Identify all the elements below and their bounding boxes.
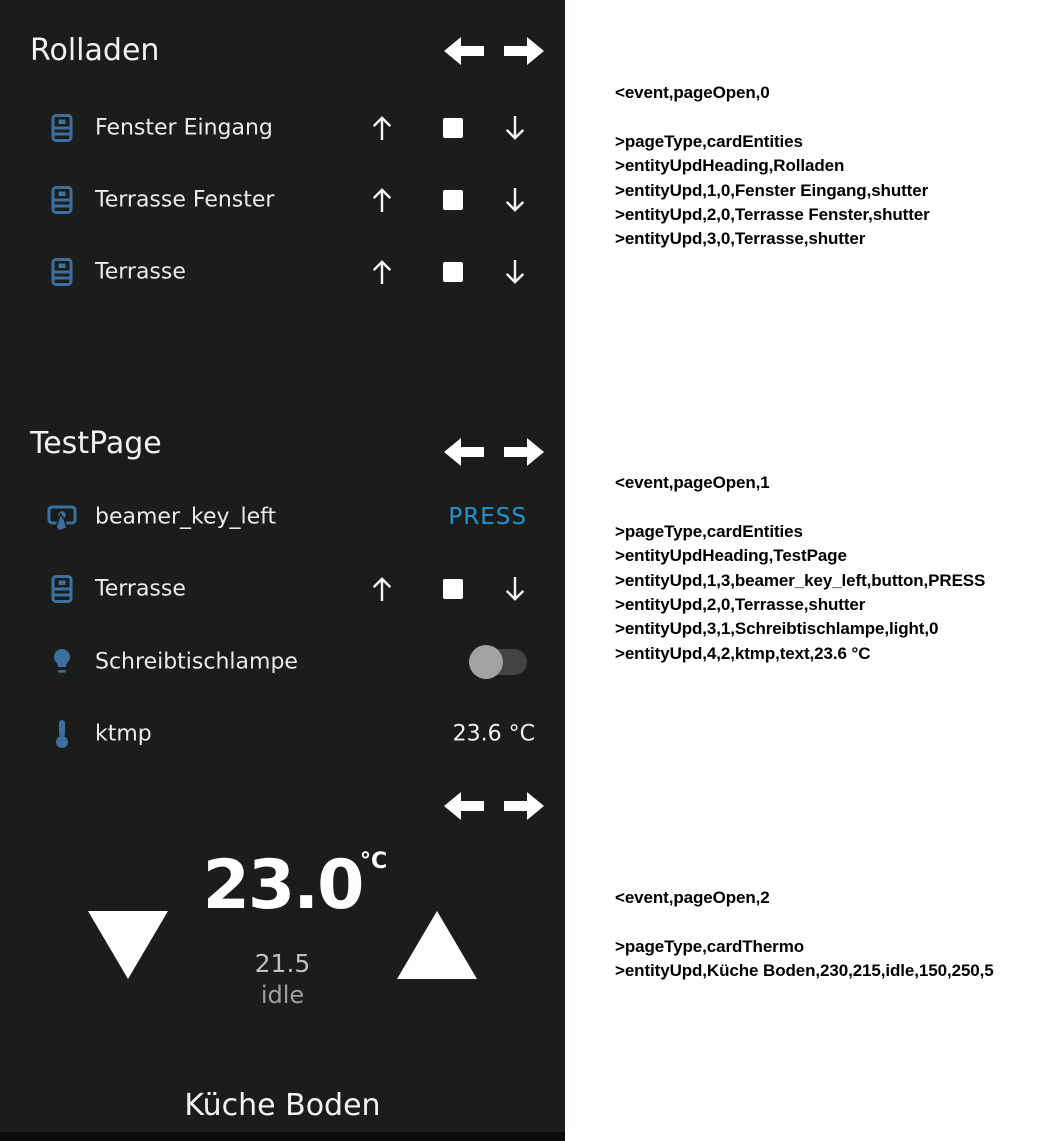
page-prev-button[interactable] — [444, 792, 484, 820]
log-response-line: >entityUpd,2,0,Terrasse Fenster,shutter — [615, 205, 930, 225]
entity-label: beamer_key_left — [95, 504, 277, 530]
arrow-up-icon — [370, 574, 394, 604]
arrow-left-icon — [444, 438, 484, 466]
log-block-page0 — [615, 81, 1043, 252]
entity-label: Fenster Eingang — [95, 115, 273, 141]
shutter-down-button[interactable] — [495, 257, 535, 287]
entity-label: Schreibtischlampe — [95, 649, 298, 675]
stop-square-icon — [443, 579, 463, 599]
temperature-value: 23.6 °C — [452, 721, 535, 747]
log-response-line: >pageType,cardEntities — [615, 521, 803, 541]
log-response-line: >entityUpd,3,0,Terrasse,shutter — [615, 229, 866, 249]
window-shutter-icon — [46, 113, 78, 143]
entity-row-light — [0, 626, 565, 698]
shutter-up-button[interactable] — [362, 185, 402, 215]
entity-row-shutter — [0, 236, 565, 308]
card-heading-rolladen: Rolladen — [30, 33, 160, 68]
stop-square-icon — [443, 262, 463, 282]
shutter-stop-button[interactable] — [433, 118, 473, 138]
arrow-left-icon — [444, 37, 484, 65]
shutter-up-button[interactable] — [362, 257, 402, 287]
page-prev-button[interactable] — [444, 438, 484, 466]
stop-square-icon — [443, 118, 463, 138]
log-response-line: >entityUpd,1,0,Fenster Eingang,shutter — [615, 180, 929, 200]
shutter-stop-button[interactable] — [433, 262, 473, 282]
window-shutter-icon — [46, 574, 78, 604]
entity-label: Terrasse Fenster — [95, 187, 275, 213]
window-shutter-icon — [46, 185, 78, 215]
log-response-line: >entityUpd,Küche Boden,230,215,idle,150,250,5 — [615, 961, 994, 981]
entity-row-button — [0, 481, 565, 553]
temperature-unit: °C — [360, 849, 388, 874]
log-response-line: >entityUpdHeading,TestPage — [615, 546, 847, 566]
arrow-right-icon — [504, 37, 544, 65]
log-event-line: <event,pageOpen,2 — [615, 888, 770, 907]
lightbulb-icon — [46, 647, 78, 677]
log-response-line: >entityUpdHeading,Rolladen — [615, 156, 845, 176]
log-response-line: >entityUpd,1,3,beamer_key_left,button,PRESS — [615, 570, 986, 590]
shutter-down-button[interactable] — [495, 574, 535, 604]
page-next-button[interactable] — [504, 438, 544, 466]
shutter-up-button[interactable] — [362, 574, 402, 604]
arrow-left-icon — [444, 792, 484, 820]
toggle-knob — [469, 645, 503, 679]
log-response-line: >entityUpd,3,1,Schreibtischlampe,light,0 — [615, 619, 939, 639]
target-temperature: 21.5 — [254, 949, 311, 978]
entity-label: Terrasse — [95, 259, 186, 285]
shutter-up-button[interactable] — [362, 113, 402, 143]
current-temperature: 23.0 — [202, 846, 363, 925]
arrow-down-icon — [503, 113, 527, 143]
shutter-stop-button[interactable] — [433, 190, 473, 210]
thermometer-icon — [46, 718, 78, 750]
shutter-down-button[interactable] — [495, 185, 535, 215]
stop-square-icon — [443, 190, 463, 210]
log-response-line: >entityUpd,4,2,ktmp,text,23.6 °C — [615, 643, 871, 663]
hvac-state: idle — [260, 981, 305, 1009]
arrow-down-icon — [503, 185, 527, 215]
arrow-down-icon — [503, 257, 527, 287]
log-response-line: >entityUpd,2,0,Terrasse,shutter — [615, 595, 866, 615]
arrow-up-icon — [370, 113, 394, 143]
shutter-stop-button[interactable] — [433, 579, 473, 599]
card-heading-testpage: TestPage — [30, 426, 162, 461]
light-toggle[interactable] — [469, 645, 527, 679]
entity-label: Terrasse — [95, 576, 186, 602]
page-next-button[interactable] — [504, 792, 544, 820]
gesture-tap-button-icon — [46, 502, 78, 532]
arrow-right-icon — [504, 438, 544, 466]
arrow-up-icon — [370, 185, 394, 215]
entity-row-text — [0, 698, 565, 770]
press-button[interactable]: PRESS — [448, 504, 527, 530]
entity-label: ktmp — [95, 721, 152, 747]
arrow-up-icon — [370, 257, 394, 287]
panel-footer-bar — [0, 1132, 565, 1141]
page-prev-button[interactable] — [444, 37, 484, 65]
log-response-line: >pageType,cardThermo — [615, 936, 804, 956]
shutter-down-button[interactable] — [495, 113, 535, 143]
thermostat-name: Küche Boden — [184, 1088, 381, 1123]
log-event-line: <event,pageOpen,0 — [615, 83, 770, 102]
page-next-button[interactable] — [504, 37, 544, 65]
log-event-line: <event,pageOpen,1 — [615, 473, 770, 492]
log-block-page1 — [615, 471, 1043, 666]
window-shutter-icon — [46, 257, 78, 287]
entity-row-shutter — [0, 92, 565, 164]
log-response-line: >pageType,cardEntities — [615, 131, 803, 151]
arrow-down-icon — [503, 574, 527, 604]
arrow-right-icon — [504, 792, 544, 820]
entity-row-shutter — [0, 164, 565, 236]
entity-row-shutter — [0, 553, 565, 625]
log-block-page2 — [615, 886, 1043, 984]
